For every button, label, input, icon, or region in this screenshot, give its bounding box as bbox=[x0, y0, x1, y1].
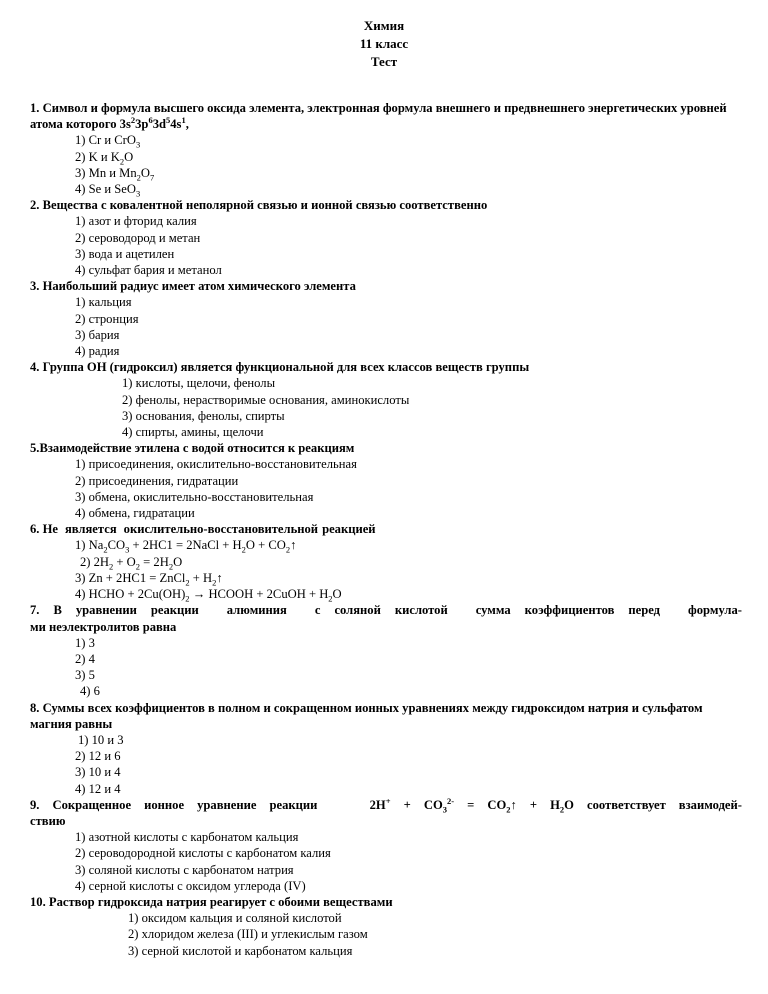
q7-option-4[interactable]: 4) 6 bbox=[80, 684, 100, 699]
subject-title: Химия bbox=[363, 18, 405, 33]
q3-option-3[interactable]: 3) бария bbox=[75, 327, 120, 342]
test-content bbox=[30, 100, 742, 959]
q1-option-4[interactable]: 4) Se и SeO$_3$ bbox=[75, 182, 141, 199]
q6-option-3[interactable]: 3) Zn + 2HC1 = ZnCl$_2$ + $H_2↑$ bbox=[75, 570, 223, 588]
question-10: 10. Раствор гидроксида натрия реагирует с обоими веществами bbox=[30, 894, 393, 909]
q7-option-3[interactable]: 3) 5 bbox=[75, 668, 95, 683]
q4-option-2[interactable]: 2) фенолы, нерастворимые основания, аминокислоты bbox=[122, 392, 410, 407]
q4-option-1[interactable]: 1) кислоты, щелочи, фенолы bbox=[122, 376, 276, 391]
q8-option-2[interactable]: 2) 12 и 6 bbox=[75, 749, 121, 764]
q9-option-3[interactable]: 3) соляной кислоты с карбонатом натрия bbox=[75, 862, 294, 877]
q4-option-4[interactable]: 4) спирты, амины, щелочи bbox=[122, 425, 264, 440]
question-1: 1. Символ и формула высшего оксида элемента, электронная формула внешнего и предвнешнего энергетических уровней атома которого $3s^23p^63d^54s^1$, bbox=[30, 101, 727, 132]
q9-option-1[interactable]: 1) азотной кислоты с карбонатом кальция bbox=[75, 830, 299, 845]
q1-option-3[interactable]: 3) Mn и $Mn_2O_7$ bbox=[75, 165, 155, 183]
q10-option-2[interactable]: 2) хлоридом железа (III) и углекислым газом bbox=[128, 927, 368, 942]
q9-option-2[interactable]: 2) сероводородной кислоты с карбонатом калия bbox=[75, 846, 331, 861]
grade-title: 11 класс bbox=[359, 36, 409, 51]
question-9-line-1: 9. Сокращенное ионное уравнение реакции $2H^+ + CO_3^{2-}$ = $CO_2↑ + H_2O$ соответствует взаимодей- bbox=[30, 795, 742, 815]
q7-option-1[interactable]: 1) 3 bbox=[75, 635, 95, 650]
q5-option-3[interactable]: 3) обмена, окислительно-восстановительная bbox=[75, 489, 314, 504]
question-2: 2. Вещества с ковалентной неполярной связью и ионной связью соответственно bbox=[30, 198, 488, 213]
q2-option-2[interactable]: 2) сероводород и метан bbox=[75, 230, 201, 245]
q3-option-1[interactable]: 1) кальция bbox=[75, 295, 132, 310]
q6-option-4[interactable]: 4) HCHO + $2Cu(OH)_2$ → HCOOH + 2CuOH + $H_2O$ bbox=[75, 587, 342, 604]
q10-option-3[interactable]: 3) серной кислотой и карбонатом кальция bbox=[128, 943, 353, 958]
question-5: 5.Взаимодействие этилена с водой относится к реакциям bbox=[30, 441, 355, 456]
q6-option-1[interactable]: 1) $Na_2CO_3 + 2HC1$ = 2NaCl + $H_2O$ + $CO_2↑$ bbox=[75, 538, 297, 555]
q8-option-1[interactable]: 1) 10 и 3 bbox=[78, 732, 124, 747]
question-4: 4. Группа ОН (гидроксил) является функциональной для всех классов веществ группы bbox=[30, 360, 530, 375]
q6-option-2[interactable]: 2) $2H_2 + O_2 = 2H_2O$ bbox=[80, 554, 183, 572]
q2-option-4[interactable]: 4) сульфат бария и метанол bbox=[75, 263, 222, 278]
q5-option-1[interactable]: 1) присоединения, окислительно-восстановительная bbox=[75, 457, 357, 472]
document-header bbox=[0, 18, 768, 72]
question-3: 3. Наибольший радиус имеет атом химического элемента bbox=[30, 279, 356, 294]
question-7-line-2: ми неэлектролитов равна bbox=[30, 619, 177, 634]
q2-option-3[interactable]: 3) вода и ацетилен bbox=[75, 246, 175, 261]
q5-option-4[interactable]: 4) обмена, гидратации bbox=[75, 506, 195, 521]
q3-option-2[interactable]: 2) стронция bbox=[75, 311, 139, 326]
question-7-line-1: 7. В уравнении реакции алюминия с соляной кислотой сумма коэффициентов перед формула- bbox=[30, 603, 742, 618]
test-title: Тест bbox=[370, 54, 398, 69]
q9-option-4[interactable]: 4) серной кислоты с оксидом углерода (IV) bbox=[75, 878, 306, 893]
question-6: 6. Не является окислительно-восстановительной реакцией bbox=[30, 522, 376, 537]
q8-option-4[interactable]: 4) 12 и 4 bbox=[75, 781, 121, 796]
q4-option-3[interactable]: 3) основания, фенолы, спирты bbox=[122, 408, 285, 423]
q7-option-2[interactable]: 2) 4 bbox=[75, 651, 95, 666]
question-9-line-2: ствию bbox=[30, 813, 66, 828]
q2-option-1[interactable]: 1) азот и фторид калия bbox=[75, 214, 197, 229]
q3-option-4[interactable]: 4) радия bbox=[75, 344, 120, 359]
q1-option-1[interactable]: 1) Cr и CrO$_3$ bbox=[75, 133, 141, 150]
question-8: 8. Суммы всех коэффициентов в полном и сокращенном ионных уравнениях между гидроксидом натрия и сульфатом магния равны bbox=[30, 700, 703, 731]
q8-option-3[interactable]: 3) 10 и 4 bbox=[75, 765, 121, 780]
q1-option-2[interactable]: 2) K и $K_2O$ bbox=[75, 149, 134, 167]
q5-option-2[interactable]: 2) присоединения, гидратации bbox=[75, 473, 239, 488]
q10-option-1[interactable]: 1) оксидом кальция и соляной кислотой bbox=[128, 911, 342, 926]
